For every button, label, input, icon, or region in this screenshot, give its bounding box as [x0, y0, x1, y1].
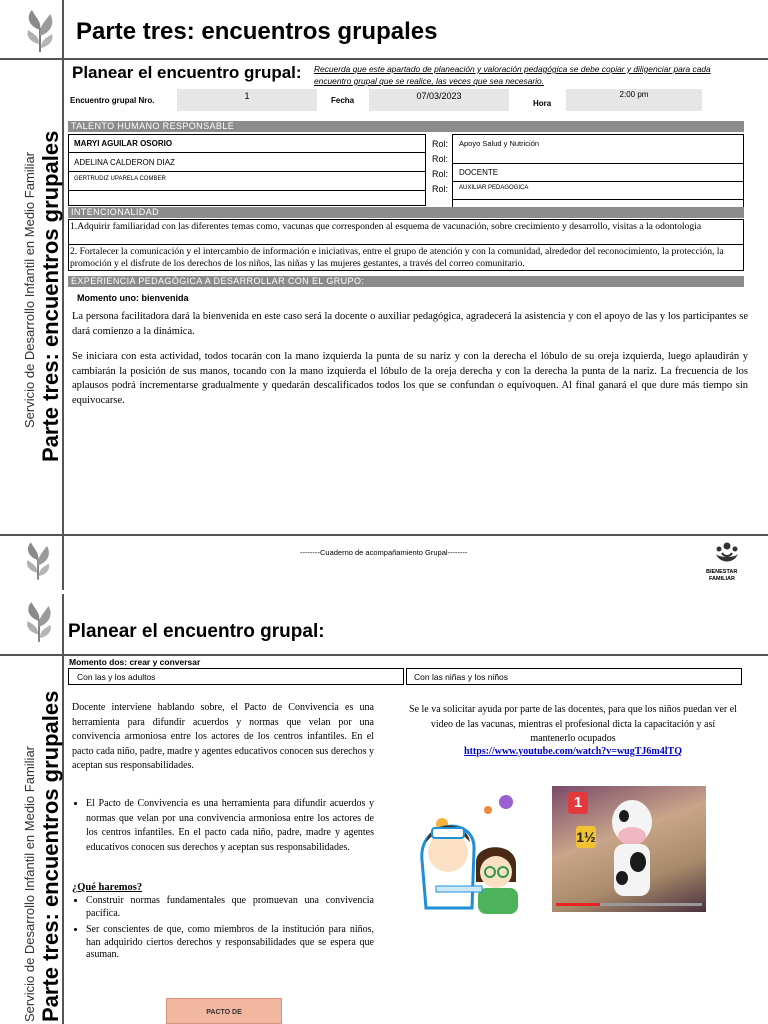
rol-value-1[interactable]: Apoyo Salud y Nutrición [459, 139, 540, 148]
plan-heading: Planear el encuentro grupal: [72, 63, 302, 82]
experiencia-bar: EXPERIENCIA PEDAGÓGICA A DESARROLLAR CON EL GRUPO: [68, 276, 744, 287]
bienestar-logo-text-2: FAMILIAR [709, 576, 735, 582]
leaf-logo-icon [22, 8, 58, 54]
rol-label-1: Rol: [432, 139, 449, 149]
hora-field[interactable]: 2:00 pm [566, 89, 702, 111]
bienestar-logo-text-1: BIENESTAR [706, 569, 738, 575]
haremos-bullets [72, 895, 374, 966]
col-adultos-label: Con las y los adultos [77, 672, 156, 682]
adultos-paragraph: Docente interviene hablando sobre, el Pacto de Convivencia es una herramienta para difundir acuerdos y normas que velan por una convivencia armoniosa entre los actores de los centros infantiles. En el pacto cada niño, padre, madre y agentes educativos conocen sus derechos y aceptan sus responsabilidades. [72, 702, 374, 771]
leaf-logo-icon [22, 600, 56, 644]
talento-bar: TALENTO HUMANO RESPONSABLE [68, 121, 744, 132]
pacto-card [166, 998, 282, 1024]
cow-character-icon [600, 796, 664, 906]
side-small-text-2: Servicio de Desarrollo Infantil en Medio Familiar [22, 745, 37, 1022]
page-2 [0, 594, 768, 1024]
rol-label-4: Rol: [432, 184, 449, 194]
rol-label-3: Rol: [432, 169, 449, 179]
paragraph-2: Se iniciara con esta actividad, todos tocarán con la mano izquierda la punta de su nariz y con la derecha el lóbulo de su oreja izquierda, luego aplaudirán y cambiarán la posición de sus manos, tocando con la mano izquierda el lóbulo de la oreja derecha y con la derecha la punta de la nariz. La frecuencia de los aplausos podrá incrementarse gradualmente y quedarán descalificados todos los que se confundan o equivoquen. Al final ganará el que dure más tiempo sin equivocarse. [72, 351, 748, 406]
intencionalidad-2: 2. Fortalecer la comunicación y el intercambio de información e iniciativas, entre el grupo de atención y con la comunidad, alrededor del reconocimiento, la protección, la promoción y el disfrute de los derechos de los niños, las niñas y las mujeres gestantes, a través del correo comunitario. [70, 246, 724, 269]
side-big-text: Parte tres: encuentros grupales [38, 130, 63, 462]
fecha-label: Fecha [331, 96, 355, 105]
row-divider [68, 152, 426, 153]
staff-name-3[interactable]: GERTRUDIZ UPARELA COMBER [74, 176, 166, 182]
leaf-logo-icon [22, 540, 54, 582]
staff-name-2[interactable]: ADELINA CALDERON DIAZ [74, 158, 175, 167]
intencionalidad-bar: INTENCIONALIDAD [68, 207, 744, 218]
nurse-child-illustration [416, 790, 534, 916]
ninos-paragraph: Se le va solicitar ayuda por parte de las docentes, para que los niños puedan ver el video de las vacunas, mientras el profesional dicta la capacitación y así mantenerlo ocupados [409, 704, 737, 744]
page-title: Parte tres: encuentros grupales [76, 18, 438, 45]
title-rule [0, 654, 768, 656]
plan-heading-2: Planear el encuentro grupal: [68, 621, 325, 642]
row-divider [452, 163, 744, 164]
rol-label-2: Rol: [432, 154, 449, 164]
row-divider [452, 199, 744, 200]
haremos-bullet-1: • Construir normas fundamentales que promuevan una convivencia pacífica. [86, 895, 374, 920]
title-rule [0, 58, 768, 60]
encuentro-label: Encuentro grupal Nro. [70, 96, 155, 105]
encuentro-field[interactable]: 1 [177, 89, 317, 111]
momento-dos: Momento dos: crear y conversar [69, 657, 201, 667]
video-thumbnail[interactable] [552, 786, 706, 912]
footer-rule [0, 534, 768, 536]
fecha-field[interactable]: 07/03/2023 [369, 89, 509, 111]
hora-label: Hora [533, 99, 552, 108]
footer-text: --------Cuaderno de acompañamiento Grupal-------- [300, 548, 468, 557]
que-haremos: ¿Qué haremos? [72, 882, 143, 893]
side-small-text: Servicio de Desarrollo Infantil en Medio Familiar [22, 151, 37, 428]
video-badge-one-half: 1½ [576, 826, 596, 848]
video-badge-one: 1 [568, 792, 588, 814]
haremos-bullet-2: • Ser conscientes de que, como miembros de la institución para niños, han adquirido ciertos derechos y responsabilidades que se espera que asuman. [86, 924, 374, 962]
intencionalidad-1: 1.Adquirir familiaridad con las diferentes temas como, vacunas que corresponden al esquema de vacunación, sobre crecimiento y desarrollo, visitas a la odontologia [70, 221, 702, 232]
staff-name-1[interactable]: MARYI AGUILAR OSORIO [74, 139, 173, 148]
adultos-bullet-1: • El Pacto de Convivencia es una herramienta para difundir acuerdos y normas que velan por una convivencia armoniosa entre los actores de los centros infantiles. En el pacto cada niño, padre, madre y agentes educativos conocen sus derechos y aceptan sus responsabilidades. [86, 797, 374, 855]
row-divider [68, 244, 744, 245]
video-progress-bar[interactable] [556, 903, 702, 906]
col-ninos-label: Con las niñas y los niños [414, 672, 509, 682]
row-divider [68, 190, 426, 191]
paragraph-1: La persona facilitadora dará la bienvenida en este caso será la docente o auxiliar pedagógica, agradecerá la asistencia y con el apoyo de las y los participantes se dará comienzo a la dinámica. [72, 311, 748, 337]
rol-value-3[interactable]: DOCENTE [459, 168, 499, 177]
side-big-text-2: Parte tres: encuentros grupales [38, 690, 63, 1022]
pacto-card-label: PACTO DE [206, 1009, 242, 1016]
youtube-link[interactable]: https://www.youtube.com/watch?v=wugTJ6m4lTQ [464, 746, 682, 757]
rol-value-4[interactable]: AUXILIAR PEDAGOGICA [459, 185, 529, 191]
row-divider [68, 171, 426, 172]
bienestar-logo-icon [712, 540, 742, 568]
adultos-bullets [72, 797, 374, 859]
momento-uno: Momento uno: bienvenida [77, 293, 189, 303]
plan-note: Recuerda que este apartado de planeación y valoración pedagógica se debe copiar y diligenciar para cada encuentro grupal que se realice, las veces que sea necesario. [314, 64, 711, 86]
row-divider [452, 181, 744, 182]
